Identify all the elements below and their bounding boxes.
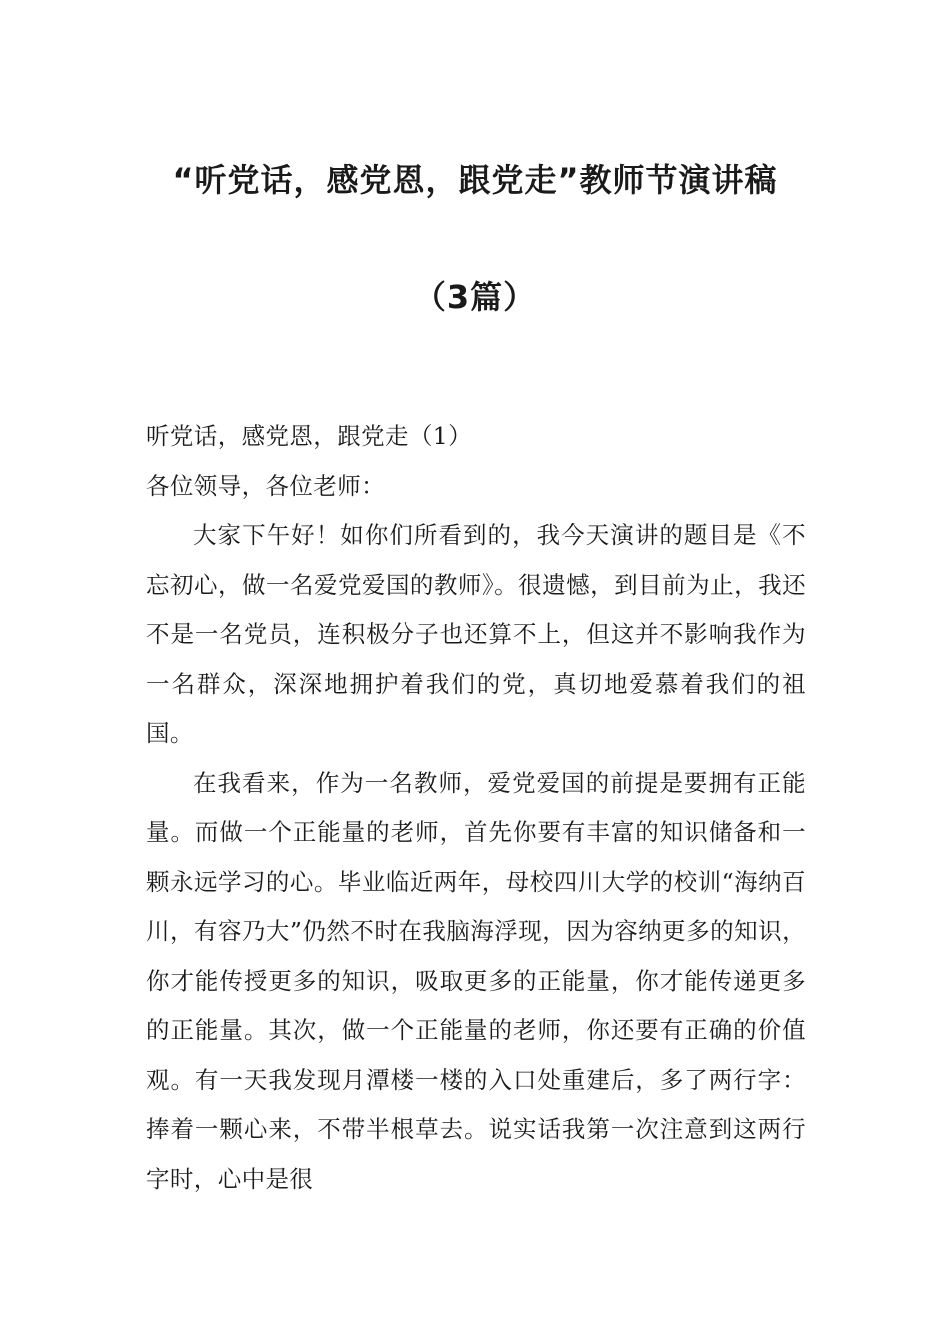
document-title: “听党话，感党恩，跟党走”教师节演讲稿 — [172, 161, 778, 199]
salutation: 各位领导，各位老师： — [146, 471, 385, 500]
document-body — [146, 412, 806, 1204]
paragraph-1: 大家下午好！如你们所看到的，我今天演讲的题目是《不忘初心，做一名爱党爱国的教师》。很遗憾，到目前为止，我还不是一名党员，连积极分子也还算不上，但这并不影响我作为一名群众，深深地拥护着我们的党，真切地爱慕着我们的祖国。 — [146, 521, 806, 747]
paragraph-2: 在我看来，作为一名教师，爱党爱国的前提是要拥有正能量。而做一个正能量的老师，首先你要有丰富的知识储备和一颗永远学习的心。毕业临近两年，母校四川大学的校训“海纳百川，有容乃大”仍然不时在我脑海浮现，因为容纳更多的知识，你才能传授更多的知识，吸取更多的正能量，你才能传递更多的正能量。其次，做一个正能量的老师，你还要有正确的价值观。有一天我发现月潭楼一楼的入口处重建后，多了两行字：捧着一颗心来，不带半根草去。说实话我第一次注意到这两行字时，心中是很 — [146, 768, 806, 1193]
section-heading: 听党话，感党恩，跟党走（1） — [146, 422, 473, 450]
document-title-count: （3篇） — [413, 278, 537, 316]
